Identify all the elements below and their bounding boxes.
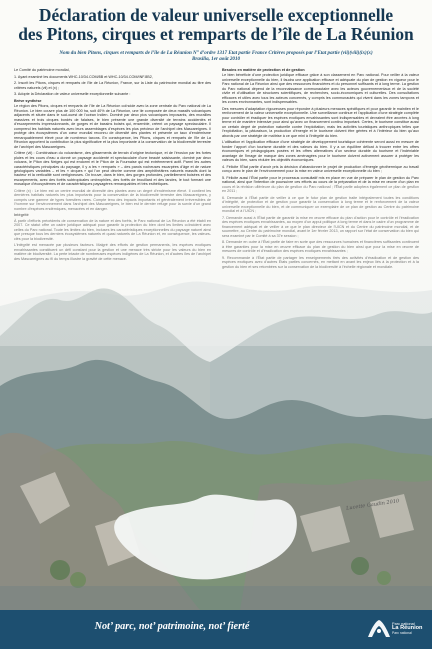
paragraph — [14, 68, 211, 72]
brand-line-1: Parc national — [392, 621, 415, 626]
artist-signature: Lucette Gaudin 2010 — [345, 498, 400, 512]
landscape-illustration — [0, 186, 432, 610]
title-line-1: Déclaration de valeur universelle exceptionnelle — [38, 5, 394, 25]
shrub — [50, 560, 70, 580]
brand-line-3: Parc national — [392, 631, 412, 635]
paragraph-text: 2. Inscrit les Pitons, cirques et remparts de l’île de La Réunion, France, sur la Liste du patrimoine mondial au titre des critères naturels (vii) et (x) ; — [14, 81, 211, 90]
title-line-2: des Pitons, cirques et remparts de l’île de La Réunion — [18, 24, 414, 44]
shrub — [70, 572, 86, 588]
paragraph — [14, 151, 211, 187]
bottom-shade — [0, 586, 432, 610]
paragraph-heading: Besoins en matière de protection et de gestion — [222, 68, 305, 72]
paragraph-text: Critère (vii) : Combinaison du volcanisme, des glissements de terrain d’origine tectonique, et de l’érosion par les fortes pluies et les cours d’eau a donné un paysage accidenté et spectaculaire d’une beauté saisissante, dominé par deux volcans, le Piton des Neiges qui est endormi et le Piton de la Fournaise qui est extrêmement actif. Parmi les autres caractéristiques principales du paysage, il y a les « remparts » – des parois rocheuses escarpées d’âge et de nature géologiques variables – et les « cirques » qui l’on peut décrire comme des amphithéâtres naturels massifs dont la hauteur et la verticalité sont vertigineuses. On trouve, dans le bien, des gorges profondes, partiellement boisées et des escarpements, avec des forêts subtropicales ombrophiles, des forêts de brouillard et des landes, le tout formant une mosaïque d’écosystèmes et de caractéristiques paysagères remarquables et très esthétiques. — [14, 151, 211, 187]
poster-subtitle — [20, 50, 412, 63]
subtitle-line-1: Nom du bien Pitons, cirques et remparts de l’île de La Réunion N° d’ordre 1317 Etat partie France Critères proposés par l’Etat partie (vii)(viii)(ix)(x) — [59, 50, 373, 56]
paragraph-text: 5. Félicite aussi l’État partie pour le processus consultatif mis en place en vue de préparer le plan de gestion du Parc national, ainsi que l’intention de poursuivre ces efforts au cours de la préparation et de la mise en œuvre d’un plan en cours et la révision ultérieure du plan de gestion du Parc national ; l’État partie adoptera également ce plan de gestion en 2011 ; — [222, 175, 419, 194]
paragraph-text: 4. Félicite l’État partie d’avoir pris la décision d’abandonner le projet de production d’énergie géothermique au travail conçu avec le plan de l’environnement pour la mise en valeur universelle exceptionnelle du bien ; — [222, 164, 419, 174]
footer-motto: Not’ parc, not’ patrimoine, not’ fierté — [94, 621, 250, 632]
paragraph — [222, 165, 419, 174]
park-logo-icon — [366, 617, 392, 641]
paragraph — [222, 68, 419, 105]
subtitle-line-2: Brasilia, 1er août 2010 — [191, 56, 241, 63]
paragraph-heading: Intégrité — [14, 213, 29, 218]
paragraph-text: 6. Demande à l’État partie de veiller à ce que le futur plan de gestion traite intégralement toutes les conditions d’intégrité, de protection et de gestion pour garantir la conservation à long terme et le renforcement de la valeur universelle exceptionnelle du bien, et de communiquer un exemplaire de ce plan de gestion au Centre du patrimoine mondial et à l’UICN ; — [222, 195, 419, 214]
paragraph — [14, 92, 211, 96]
paragraph-text: À partir d’efforts précédents de conservation de la nature et des forêts, le Parc national de La Réunion a été établi en 2007. Ce statut offre un cadre juridique adéquat pour garantir la protection du bien dont les limites coïncident avec celles du Parc national. Toute les limites du bien, incluses les caractéristiques exceptionnelles du paysage naturel ainsi que presque tous les derniers écosystèmes naturels et quasi naturels de La Réunion et, en conséquence, les valeurs-clés pour la biodiversité. — [14, 218, 211, 241]
paragraph-text: L’utilisation et l’application efficace d’une stratégie de développement touristique cohérente seront aussi en mesure de fonder l’apport d’un tourisme durable et des valeurs du bien. Il y a un équilibre délicat à trouver entre les offres économiques et pédagogiques posées et les offres alternatives d’un secteur durable du tourisme et l’indéniable avantage de l’image de marque des zones aménagées pour le tourisme doivent activement assurer à protéger les valeurs du bien, sans réduire les objectifs économiques. — [222, 140, 419, 162]
paragraph — [222, 107, 419, 138]
paragraph — [14, 75, 211, 79]
park-brand — [392, 621, 422, 636]
paragraph-text: Critère (x) : Le bien est un centre mondial de diversité des plantes avec un degré d’endémisme élevé. Il contient les dernières habitats naturels les plus importants pour la conservation de la biodiversité terrestre des Mascareignes, y compris une gamme de types forestiers rares. Compte tenu des impacts importants et généralement irréversibles de l’homme sur l’environnement dans l’archipel des Mascareignes, le bien est le dernier refuge pour la survie d’un grand nombre d’espèces endémiques, menacées et en danger. — [14, 189, 211, 211]
sky-fade — [0, 186, 432, 346]
brand-line-2: La Réunion — [392, 625, 423, 631]
paragraph — [14, 99, 211, 149]
paragraph-text: Des mesures d’adaptation rigoureuses pour répondre à plusieurs menaces spécifiques et pour garantir le maintien et le renforcement de la valeur universelle exceptionnelle. Une surveillance continue et l’application d’une stratégie complète pour contrôler et éradiquer les espèces exotiques envahissantes sont indispensables et devraient être ancrées à long terme et de manière intensive pour ainsi qu’avec un financement continu important. Certes, le tourisme constitue aussi un certain degré de protection naturelle contre l’exploitation, mais les activités touristiques anthropiques telles que l’exploitation, la pâturaison, la production d’énergie et le tourisme doivent être gérées et à l’intérieur du bien qu’aux abords par une stratégie de maîtrise à ce que mini à l’intégrité du bien. — [222, 106, 419, 138]
paragraph-text: L’intégrité est menacée par plusieurs facteurs. Malgré des efforts de gestion permanents, les espèces exotiques envahissantes constituent un défi constant pour la gestion et une menace très stricte pour les valeurs du bien en matière de biodiversité. La perte intacte de nombreuses espèces indigènes de La Réunion, et d’autres îles de l’archipel des Mascareignes au fil du temps illustre la gravité de cette menace. — [14, 243, 211, 261]
shrub — [351, 557, 369, 575]
footer-banner — [0, 610, 432, 649]
paragraph — [14, 81, 211, 90]
paragraph-text: Le région des Pitons, cirques et remparts de l’île de La Réunion coïncide avec la zone centrale du Parc national de La Réunion. Le bien couvre plus de 100 000 ha, soit 40% de La Réunion, une île composée de deux massifs volcaniques adjacents et située dans le sud-ouest de l’océan Indien. Dominé par deux pics volcaniques imposants, des murailles massives et trois cirques bordés de falaises, le bien présente une grande diversité de terrains accidentés et d’escarpements impressionnants, de gorges et de bassins boisés qui, ensemble, créent un paysage spectaculaire. Il comprend les habitats naturels avec leurs assemblages d’espèces les plus précieux de l’archipel des Mascareignes. Il protège des écosystèmes d’un cœur mondial reconnu de diversité des plantes et présente un taux d’endémisme remarquablement élevé pour de nombreux taxons. En conséquence, les Pitons, cirques et remparts de l’île de La Réunion apportent la contribution la plus significative et la plus importante à la conservation de la biodiversité terrestre de l’archipel des Mascareignes. — [14, 104, 211, 149]
paragraph-heading: Brève synthèse — [14, 99, 42, 104]
paragraph-text: Le bien bénéficie d’une protection juridique efficace grâce à son classement en Parc national. Pour veiller à la valeur universelle exceptionnelle du bien, il faudra une application efficace et adéquate du plan de gestion en vigueur pour le Parc national de La Réunion ainsi que des ressources financières et du personnel suffisants et à long terme. La gestion du Parc national dépend de la reconnaissance communautaire avec les acteurs gouvernementaux et de la société civile et d’utilisation de structures scientifiques, de recherches, socio-économiques et culturelles. Des consultations efficaces et utiles avec tous les acteurs concernés, y compris les communautés qui vivent dans les zones tampons et les zones environnantes, sont indispensables. — [222, 73, 419, 105]
poster-title — [0, 6, 432, 44]
paragraph — [222, 140, 419, 162]
paragraph-text: 3. Adopte la Déclaration de valeur universelle exceptionnelle suivante : — [14, 92, 131, 97]
paragraph-text: 7. Demande aussi à l’État partie de garantir la mise en œuvre efficace du plan d’action pour le contrôle et l’éradication des espèces exotiques envahissantes, au moyen d’un appui politique à long terme et dans le cadre d’un programme de financement adéquat et de veiller à ce que le plan directeur de l’UICN et du Centre du patrimoine mondial, et de soumettre, au Centre du patrimoine mondial, avant le 1er février 2013, un rapport sur l’état de conservation du bien qui sera examiné par le Comité à sa 37e session ; — [222, 215, 419, 238]
paragraph-text: Le Comité du patrimoine mondial, — [14, 68, 70, 72]
paragraph-text: 1. Ayant examiné les documents WHC-10/34.COM/8B et WHC-10/34.COM/INF.8B2, — [14, 74, 153, 79]
paragraph-text: 9. Recommande à l’État partie de partager les enseignements tirés des activités d’éradication et de gestion des espèces exotiques avec d’autres États parties concernés, en mettant en avant les enjeux liés à la protection et à la gestion du bien et ses retombées sur la conservation de la biodiversité à l’échelle régionale et mondiale. — [222, 255, 419, 269]
paragraph-text: 8. Demande en outre à l’État partie de faire en sorte que des ressources humaines et financières suffisantes continuent à être garanties pour la mise en œuvre efficace du plan de gestion du bien ainsi que pour la mise en œuvre de mesures de contrôle et d’éradication des espèces exotiques envahissantes ; — [222, 240, 419, 254]
shrub — [377, 571, 391, 585]
